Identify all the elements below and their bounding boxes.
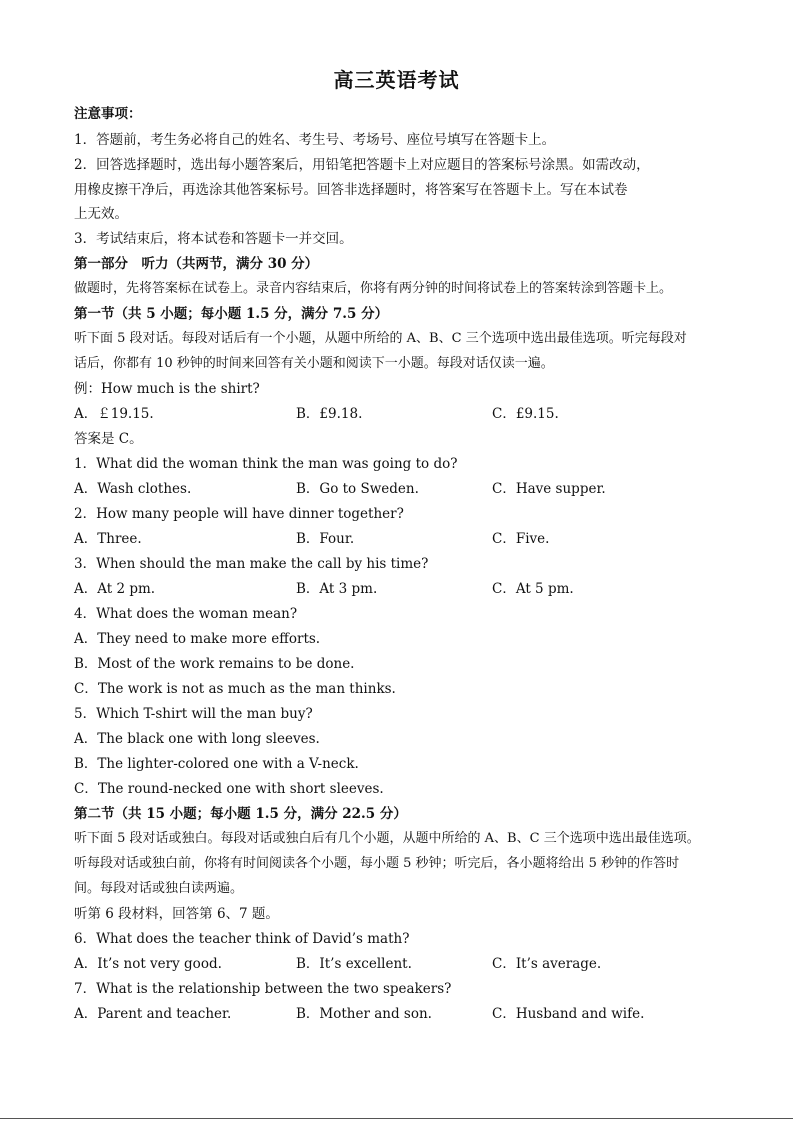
note-item-1: 1．答题前，考生务必将自己的姓名、考生号、考场号、座位号填写在答题卡上。 (74, 132, 556, 148)
question-5: 5．Which T-shirt will the man buy? (74, 706, 313, 722)
section2-instruction-line-1: 听下面 5 段对话或独白。每段对话或独白后有几个小题，从题中所给的 A、B、C 三个选项中选出最佳选项。 (74, 831, 700, 846)
question-7: 7．What is the relationship between the two speakers? (74, 981, 452, 997)
question-6-option-c: C．It’s average. (492, 956, 602, 972)
note-item-2-line-3: 上无效。 (74, 206, 128, 222)
question-2-option-a: A．Three. (74, 531, 142, 547)
question-6-option-a: A．It’s not very good. (74, 956, 222, 972)
question-3: 3．When should the man make the call by his time? (74, 556, 429, 572)
question-7-option-c: C．Husband and wife. (492, 1006, 645, 1022)
question-6: 6．What does the teacher think of David’s math? (74, 931, 410, 947)
question-1-option-a: A．Wash clothes. (74, 481, 192, 497)
section2-heading: 第二节（共 15 小题；每小题 1.5 分，满分 22.5 分） (74, 806, 407, 822)
example-option-a: A．￡19.15. (74, 406, 154, 422)
section1-instruction-line-2: 话后，你都有 10 秒钟的时间来回答有关小题和阅读下一小题。每段对话仅读一遍。 (74, 356, 554, 371)
question-5-option-b: B．The lighter-colored one with a V-neck. (74, 756, 359, 772)
question-1: 1．What did the woman think the man was going to do? (74, 456, 458, 472)
question-1-option-c: C．Have supper. (492, 481, 606, 497)
part1-instruction: 做题时，先将答案标在试卷上。录音内容结束后，你将有两分钟的时间将试卷上的答案转涂到答题卡上。 (74, 281, 673, 296)
example-question: 例：How much is the shirt? (74, 381, 260, 397)
part1-heading: 第一部分 听力（共两节，满分 30 分） (74, 256, 319, 272)
example-answer: 答案是 C。 (74, 431, 143, 447)
question-6-option-b: B．It’s excellent. (296, 956, 412, 972)
question-4-option-a: A．They need to make more efforts. (74, 631, 321, 647)
page-bottom-rule (0, 1118, 793, 1119)
question-1-option-b: B．Go to Sweden. (296, 481, 419, 497)
question-5-option-c: C．The round-necked one with short sleeves. (74, 781, 384, 797)
question-2-option-b: B．Four. (296, 531, 355, 547)
section2-instruction-line-3: 间。每段对话或独白读两遍。 (74, 881, 244, 896)
note-item-2-line-2: 用橡皮擦干净后，再选涂其他答案标号。回答非选择题时，将答案写在答题卡上。写在本试卷 (74, 182, 628, 198)
note-item-2-line-1: 2．回答选择题时，选出每小题答案后，用铅笔把答题卡上对应题目的答案标号涂黑。如需改动， (74, 157, 650, 173)
example-option-b: B．£9.18. (296, 406, 363, 422)
question-3-option-b: B．At 3 pm. (296, 581, 378, 597)
question-7-option-b: B．Mother and son. (296, 1006, 432, 1022)
question-4: 4．What does the woman mean? (74, 606, 298, 622)
note-item-3: 3．考试结束后，将本试卷和答题卡一并交回。 (74, 231, 353, 247)
material-6-intro: 听第 6 段材料，回答第 6、7 题。 (74, 906, 279, 922)
exam-title: 高三英语考试 (333, 68, 460, 92)
question-7-option-a: A．Parent and teacher. (74, 1006, 232, 1022)
section2-instruction-line-2: 听每段对话或独白前，你将有时间阅读各个小题，每小题 5 秒钟；听完后，各小题将给出 5 秒钟的作答时 (74, 856, 680, 871)
question-2: 2．How many people will have dinner together? (74, 506, 404, 522)
question-5-option-a: A．The black one with long sleeves. (74, 731, 320, 747)
question-4-option-b: B．Most of the work remains to be done. (74, 656, 355, 672)
notes-heading: 注意事项： (74, 106, 142, 122)
question-3-option-a: A．At 2 pm. (74, 581, 156, 597)
question-4-option-c: C．The work is not as much as the man thinks. (74, 681, 396, 697)
example-option-c: C．£9.15. (492, 406, 559, 422)
section1-instruction-line-1: 听下面 5 段对话。每段对话后有一个小题，从题中所给的 A、B、C 三个选项中选出最佳选项。听完每段对 (74, 331, 687, 346)
question-2-option-c: C．Five. (492, 531, 550, 547)
section1-heading: 第一节（共 5 小题；每小题 1.5 分，满分 7.5 分） (74, 306, 389, 322)
question-3-option-c: C．At 5 pm. (492, 581, 574, 597)
